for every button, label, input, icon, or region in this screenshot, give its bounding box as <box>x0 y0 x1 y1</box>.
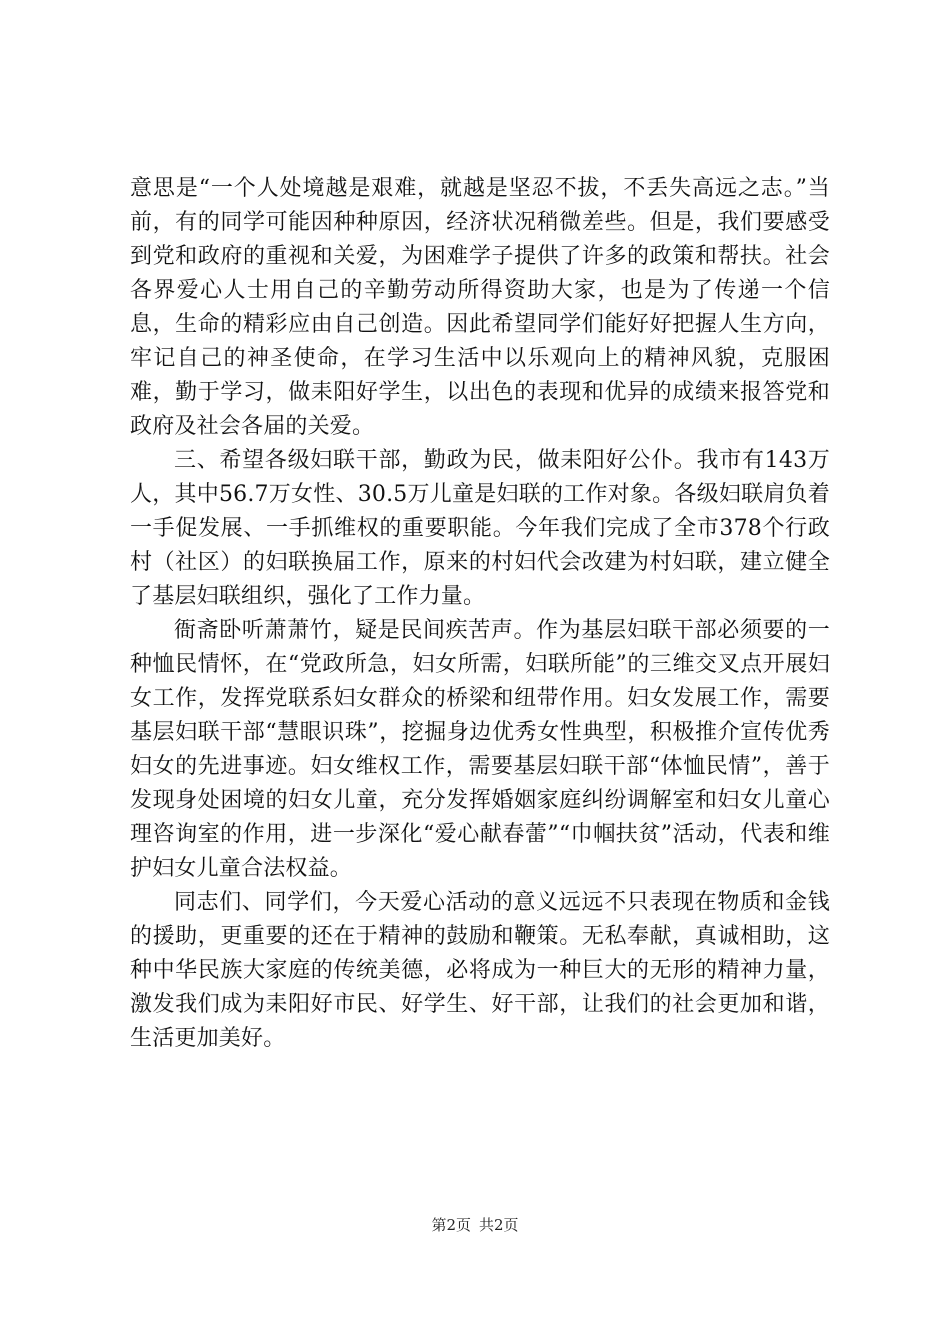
page-footer <box>0 1214 950 1235</box>
paragraph-2: 三、希望各级妇联干部，勤政为民，做耒阳好公仆。我市有143万人，其中56.7万女性、30.5万儿童是妇联的工作对象。各级妇联肩负着一手促发展、一手抓维权的重要职能。今年我们完成了全市378个行政村（社区）的妇联换届工作，原来的村妇代会改建为村妇联，建立健全了基层妇联组织，强化了工作力量。 <box>130 448 830 609</box>
document-body <box>130 172 830 1056</box>
page-total: 共2页 <box>479 1216 519 1234</box>
paragraph-3: 衙斋卧听萧萧竹，疑是民间疾苦声。作为基层妇联干部必须要的一种恤民情怀，在“党政所急，妇女所需，妇联所能”的三维交叉点开展妇女工作，发挥党联系妇女群众的桥梁和纽带作用。妇女发展工作，需要基层妇联干部“慧眼识珠”，挖掘身边优秀女性典型，积极推介宣传优秀妇女的先进事迹。妇女维权工作，需要基层妇联干部“体恤民情”，善于发现身处困境的妇女儿童，充分发挥婚姻家庭纠纷调解室和妇女儿童心理咨询室的作用，进一步深化“爱心献春蕾”“巾帼扶贫”活动，代表和维护妇女儿童合法权益。 <box>130 618 830 881</box>
page-number: 第2页 <box>431 1216 471 1234</box>
paragraph-1: 意思是“一个人处境越是艰难，就越是坚忍不拔，不丢失高远之志。”当前，有的同学可能因种种原因，经济状况稍微差些。但是，我们要感受到党和政府的重视和关爱，为困难学子提供了许多的政策和帮扶。社会各界爱心人士用自己的辛勤劳动所得资助大家，也是为了传递一个信息，生命的精彩应由自己创造。因此希望同学们能好好把握人生方向，牢记自己的神圣使命，在学习生活中以乐观向上的精神风貌，克服困难，勤于学习，做耒阳好学生，以出色的表现和优异的成绩来报答党和政府及社会各届的关爱。 <box>130 176 830 439</box>
paragraph-4: 同志们、同学们，今天爱心活动的意义远远不只表现在物质和金钱的援助，更重要的还在于精神的鼓励和鞭策。无私奉献，真诚相助，这种中华民族大家庭的传统美德，必将成为一种巨大的无形的精神力量，激发我们成为耒阳好市民、好学生、好干部，让我们的社会更加和谐，生活更加美好。 <box>130 890 830 1051</box>
